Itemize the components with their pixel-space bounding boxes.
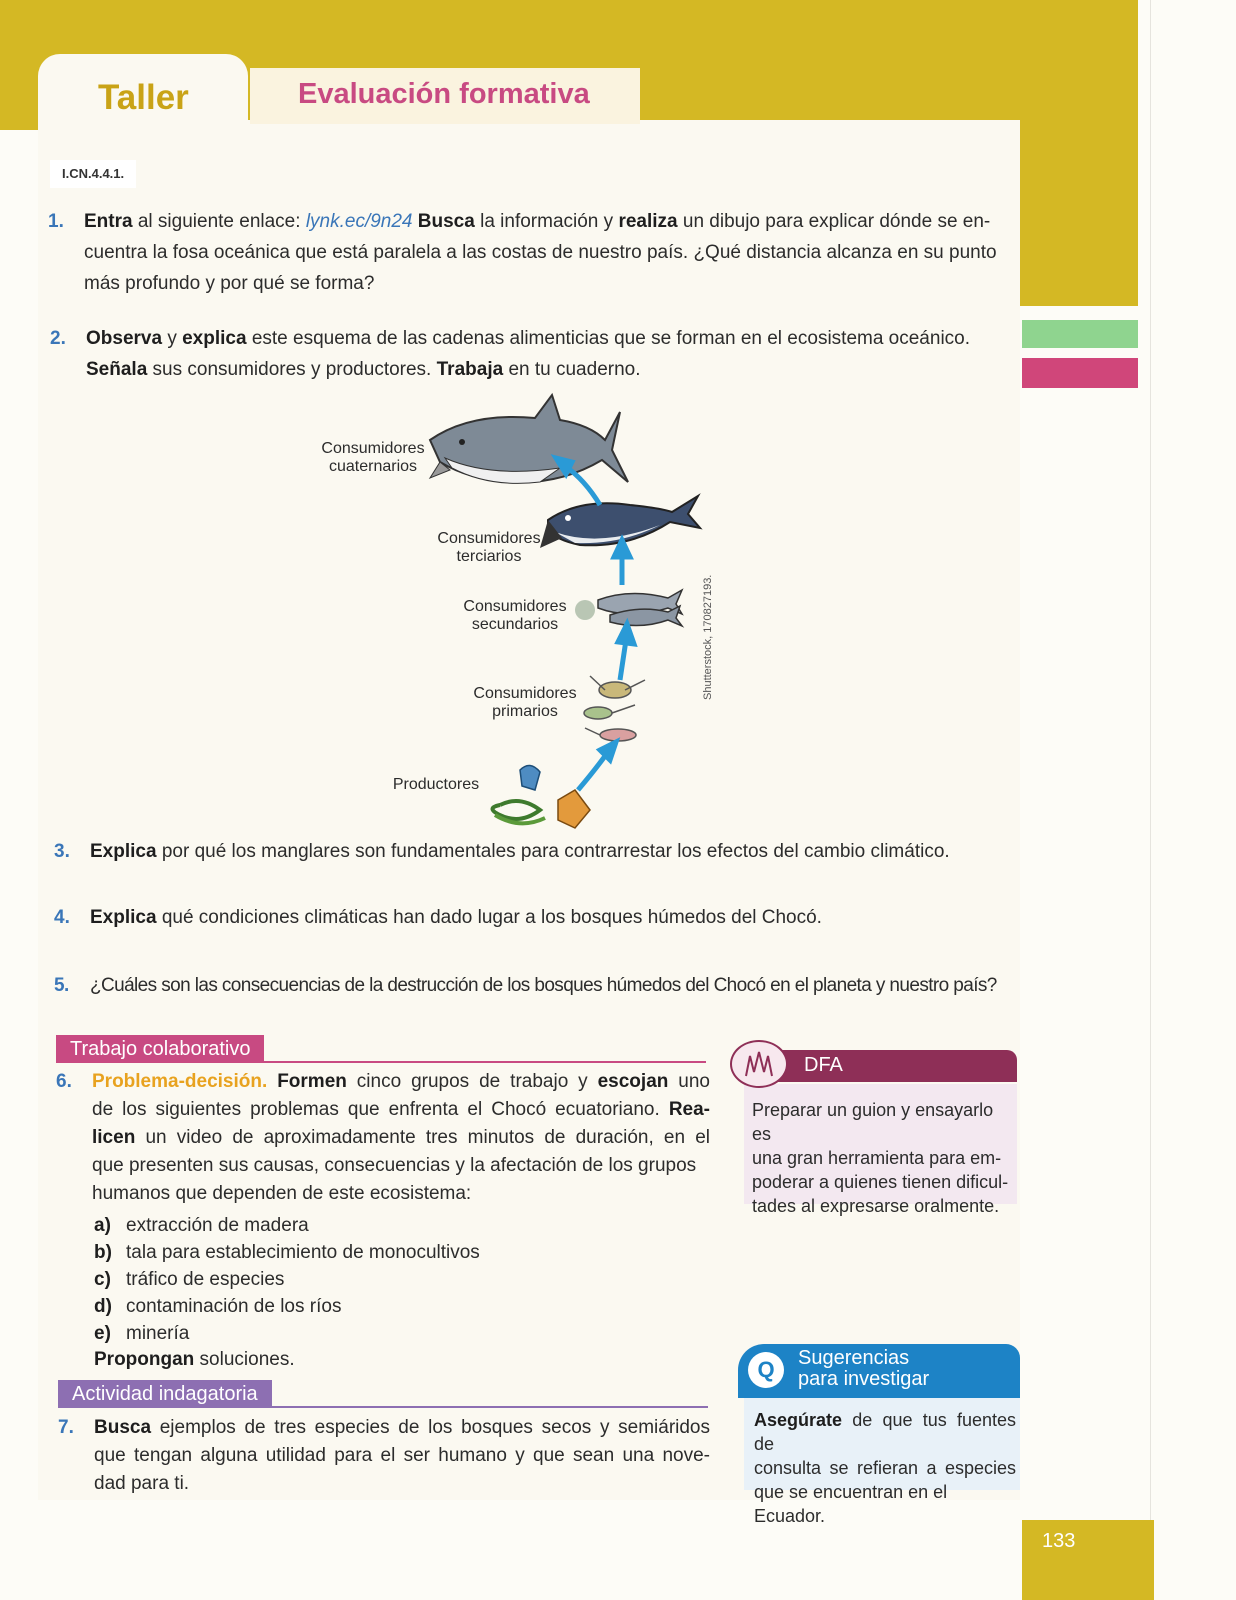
question-1-line-2: cuentra la fosa oceánica que está paralela a las costas de nuestro país. ¿Qué distancia alcanza en su punto — [84, 242, 997, 263]
question-6-line-4: que presenten sus causas, consecuencias y la afectación de los grupos — [92, 1155, 697, 1176]
question-6-line-2 — [92, 1096, 710, 1124]
question-5 — [54, 970, 1025, 1001]
question-6-closing — [94, 1346, 295, 1373]
text: y — [162, 328, 183, 349]
question-7 — [58, 1414, 710, 1498]
phytoplankton-icon — [493, 765, 591, 828]
verb: realiza — [618, 211, 678, 232]
hands-icon — [730, 1040, 788, 1088]
option-text: tráfico de especies — [126, 1269, 285, 1290]
taller-title: Taller — [98, 78, 189, 117]
title-line: para investigar — [798, 1368, 930, 1390]
section-rule — [58, 1406, 708, 1408]
label-line: Consumidores — [473, 685, 577, 702]
text: un dibujo para explicar dónde se en- — [677, 211, 991, 232]
label-line: Consumidores — [321, 440, 425, 457]
question-7-line-2: que tengan alguna utilidad para el ser humano y que sean una nove- — [94, 1445, 710, 1466]
label-line: terciarios — [456, 548, 522, 565]
sug-line: consulta se refieran a especies — [754, 1458, 1016, 1478]
title-line: Sugerencias — [798, 1347, 910, 1369]
dfa-line: poderar a quienes tienen dificul- — [752, 1172, 1009, 1192]
text: este esquema de las cadenas alimenticias que se forman en el ecosistema oceánico. — [246, 328, 971, 349]
question-number: 5. — [54, 975, 69, 996]
label-productores: Productores — [392, 776, 480, 793]
option-letter: a) — [94, 1215, 111, 1236]
option-e — [94, 1320, 189, 1347]
dfa-line: tades al expresarse oralmente. — [752, 1196, 1000, 1216]
sug-line: que se encuentran en el Ecuador. — [754, 1482, 948, 1526]
option-letter: c) — [94, 1269, 111, 1290]
text: sus consumidores y productores. — [147, 359, 437, 380]
label-cuaternarios — [318, 440, 428, 476]
question-number: 7. — [58, 1417, 74, 1438]
dfa-title: DFA — [804, 1054, 843, 1076]
question-number: 3. — [54, 841, 70, 862]
dfa-text — [752, 1098, 1014, 1218]
option-text: contaminación de los ríos — [126, 1296, 342, 1317]
option-d — [94, 1293, 341, 1320]
text: al siguiente enlace: — [132, 211, 306, 232]
section-trabajo-colaborativo: Trabajo colaborativo — [56, 1035, 264, 1063]
option-letter: e) — [94, 1323, 111, 1344]
small-fish-icon — [575, 590, 682, 626]
question-1-line-3: más profundo y por qué se forma? — [84, 273, 375, 294]
sug-line — [754, 1408, 1016, 1456]
question-7-line-1 — [94, 1414, 710, 1442]
dfa-line: una gran herramienta para em- — [752, 1148, 1002, 1168]
question-6-line-3 — [92, 1124, 710, 1152]
option-text: tala para establecimiento de monocultivos — [126, 1242, 480, 1263]
text: de que tus fuentes de — [754, 1410, 1016, 1454]
page-number: 133 — [1042, 1530, 1076, 1552]
zooplankton-icon — [584, 676, 645, 741]
question-number: 4. — [54, 907, 70, 928]
evaluation-title: Evaluación formativa — [298, 78, 590, 110]
problem-label: Problema-decisión. — [92, 1071, 268, 1092]
verb: Rea- — [668, 1099, 710, 1120]
text: por qué los manglares son fundamentales para contrarrestar los efectos del cambio climático. — [156, 841, 950, 862]
shark-icon — [430, 395, 628, 483]
question-4 — [54, 902, 1010, 933]
question-6-line-5: humanos que dependen de este ecosistema: — [92, 1183, 472, 1204]
text: un video de aproximadamente tres minutos de duración, en el — [135, 1127, 710, 1148]
verb: licen — [92, 1127, 136, 1148]
question-number: 1. — [48, 211, 64, 232]
label-line: primarios — [492, 703, 558, 720]
text: ejemplos de tres especies de los bosques secos y semiáridos — [151, 1417, 710, 1438]
option-text: extracción de madera — [126, 1215, 309, 1236]
verb: Trabaja — [436, 359, 504, 380]
text: cinco grupos de trabajo y — [346, 1071, 598, 1092]
verb: Explica — [90, 841, 157, 862]
label-line: cuaternarios — [328, 458, 418, 475]
question-number: 2. — [50, 328, 66, 349]
text: qué condiciones climáticas han dado lugar a los bosques húmedos del Chocó. — [156, 907, 822, 928]
label-line: Consumidores — [463, 598, 567, 615]
label-secundarios — [460, 598, 570, 634]
text: ¿Cuáles son las consecuencias de la destrucción de los bosques húmedos del Chocó en el planeta y nuestro país? — [90, 975, 997, 996]
question-3 — [54, 836, 1010, 867]
verb: Entra — [84, 211, 133, 232]
section-actividad-indagatoria: Actividad indagatoria — [58, 1380, 272, 1408]
label-line: Consumidores — [437, 530, 541, 547]
text: de los siguientes problemas que enfrenta el Chocó ecuatoriano. — [92, 1099, 669, 1120]
label-line: secundarios — [471, 616, 559, 633]
question-6-line-1 — [92, 1068, 710, 1096]
option-c — [94, 1266, 284, 1293]
dfa-line: Preparar un guion y ensayarlo es — [752, 1100, 994, 1144]
verb: Busca — [94, 1417, 152, 1438]
text — [267, 1071, 277, 1092]
page-number-box — [1022, 1520, 1154, 1600]
link[interactable]: lynk.ec/9n24 — [305, 211, 413, 232]
verb: Observa — [86, 328, 163, 349]
verb: Señala — [86, 359, 148, 380]
label-terciarios — [434, 530, 544, 566]
verb: escojan — [597, 1071, 669, 1092]
option-letter: d) — [94, 1296, 112, 1317]
text: la información y — [474, 211, 619, 232]
question-7-line-3: dad para ti. — [94, 1473, 190, 1494]
option-letter: b) — [94, 1242, 112, 1263]
sugerencias-title — [798, 1348, 929, 1390]
sugerencias-text — [754, 1408, 1016, 1528]
verb: Formen — [277, 1071, 347, 1092]
dfa-header — [760, 1050, 1017, 1082]
question-number: 6. — [56, 1071, 72, 1092]
verb: Propongan — [94, 1349, 195, 1370]
section-rule — [56, 1061, 706, 1063]
label-primarios — [470, 685, 580, 721]
option-b — [94, 1239, 480, 1266]
question-6 — [56, 1068, 710, 1208]
search-icon: Q — [748, 1352, 784, 1388]
text: soluciones. — [194, 1349, 295, 1370]
verb: Asegúrate — [754, 1410, 843, 1430]
verb: Busca — [417, 211, 475, 232]
criterion-code: I.CN.4.4.1. — [50, 160, 136, 188]
text: uno — [668, 1071, 710, 1092]
verb: Explica — [90, 907, 157, 928]
option-a — [94, 1212, 309, 1239]
text: en tu cuaderno. — [503, 359, 641, 380]
image-credit: Shutterstock, 170827193. — [702, 574, 714, 700]
option-text: minería — [126, 1323, 190, 1344]
verb: explica — [182, 328, 247, 349]
